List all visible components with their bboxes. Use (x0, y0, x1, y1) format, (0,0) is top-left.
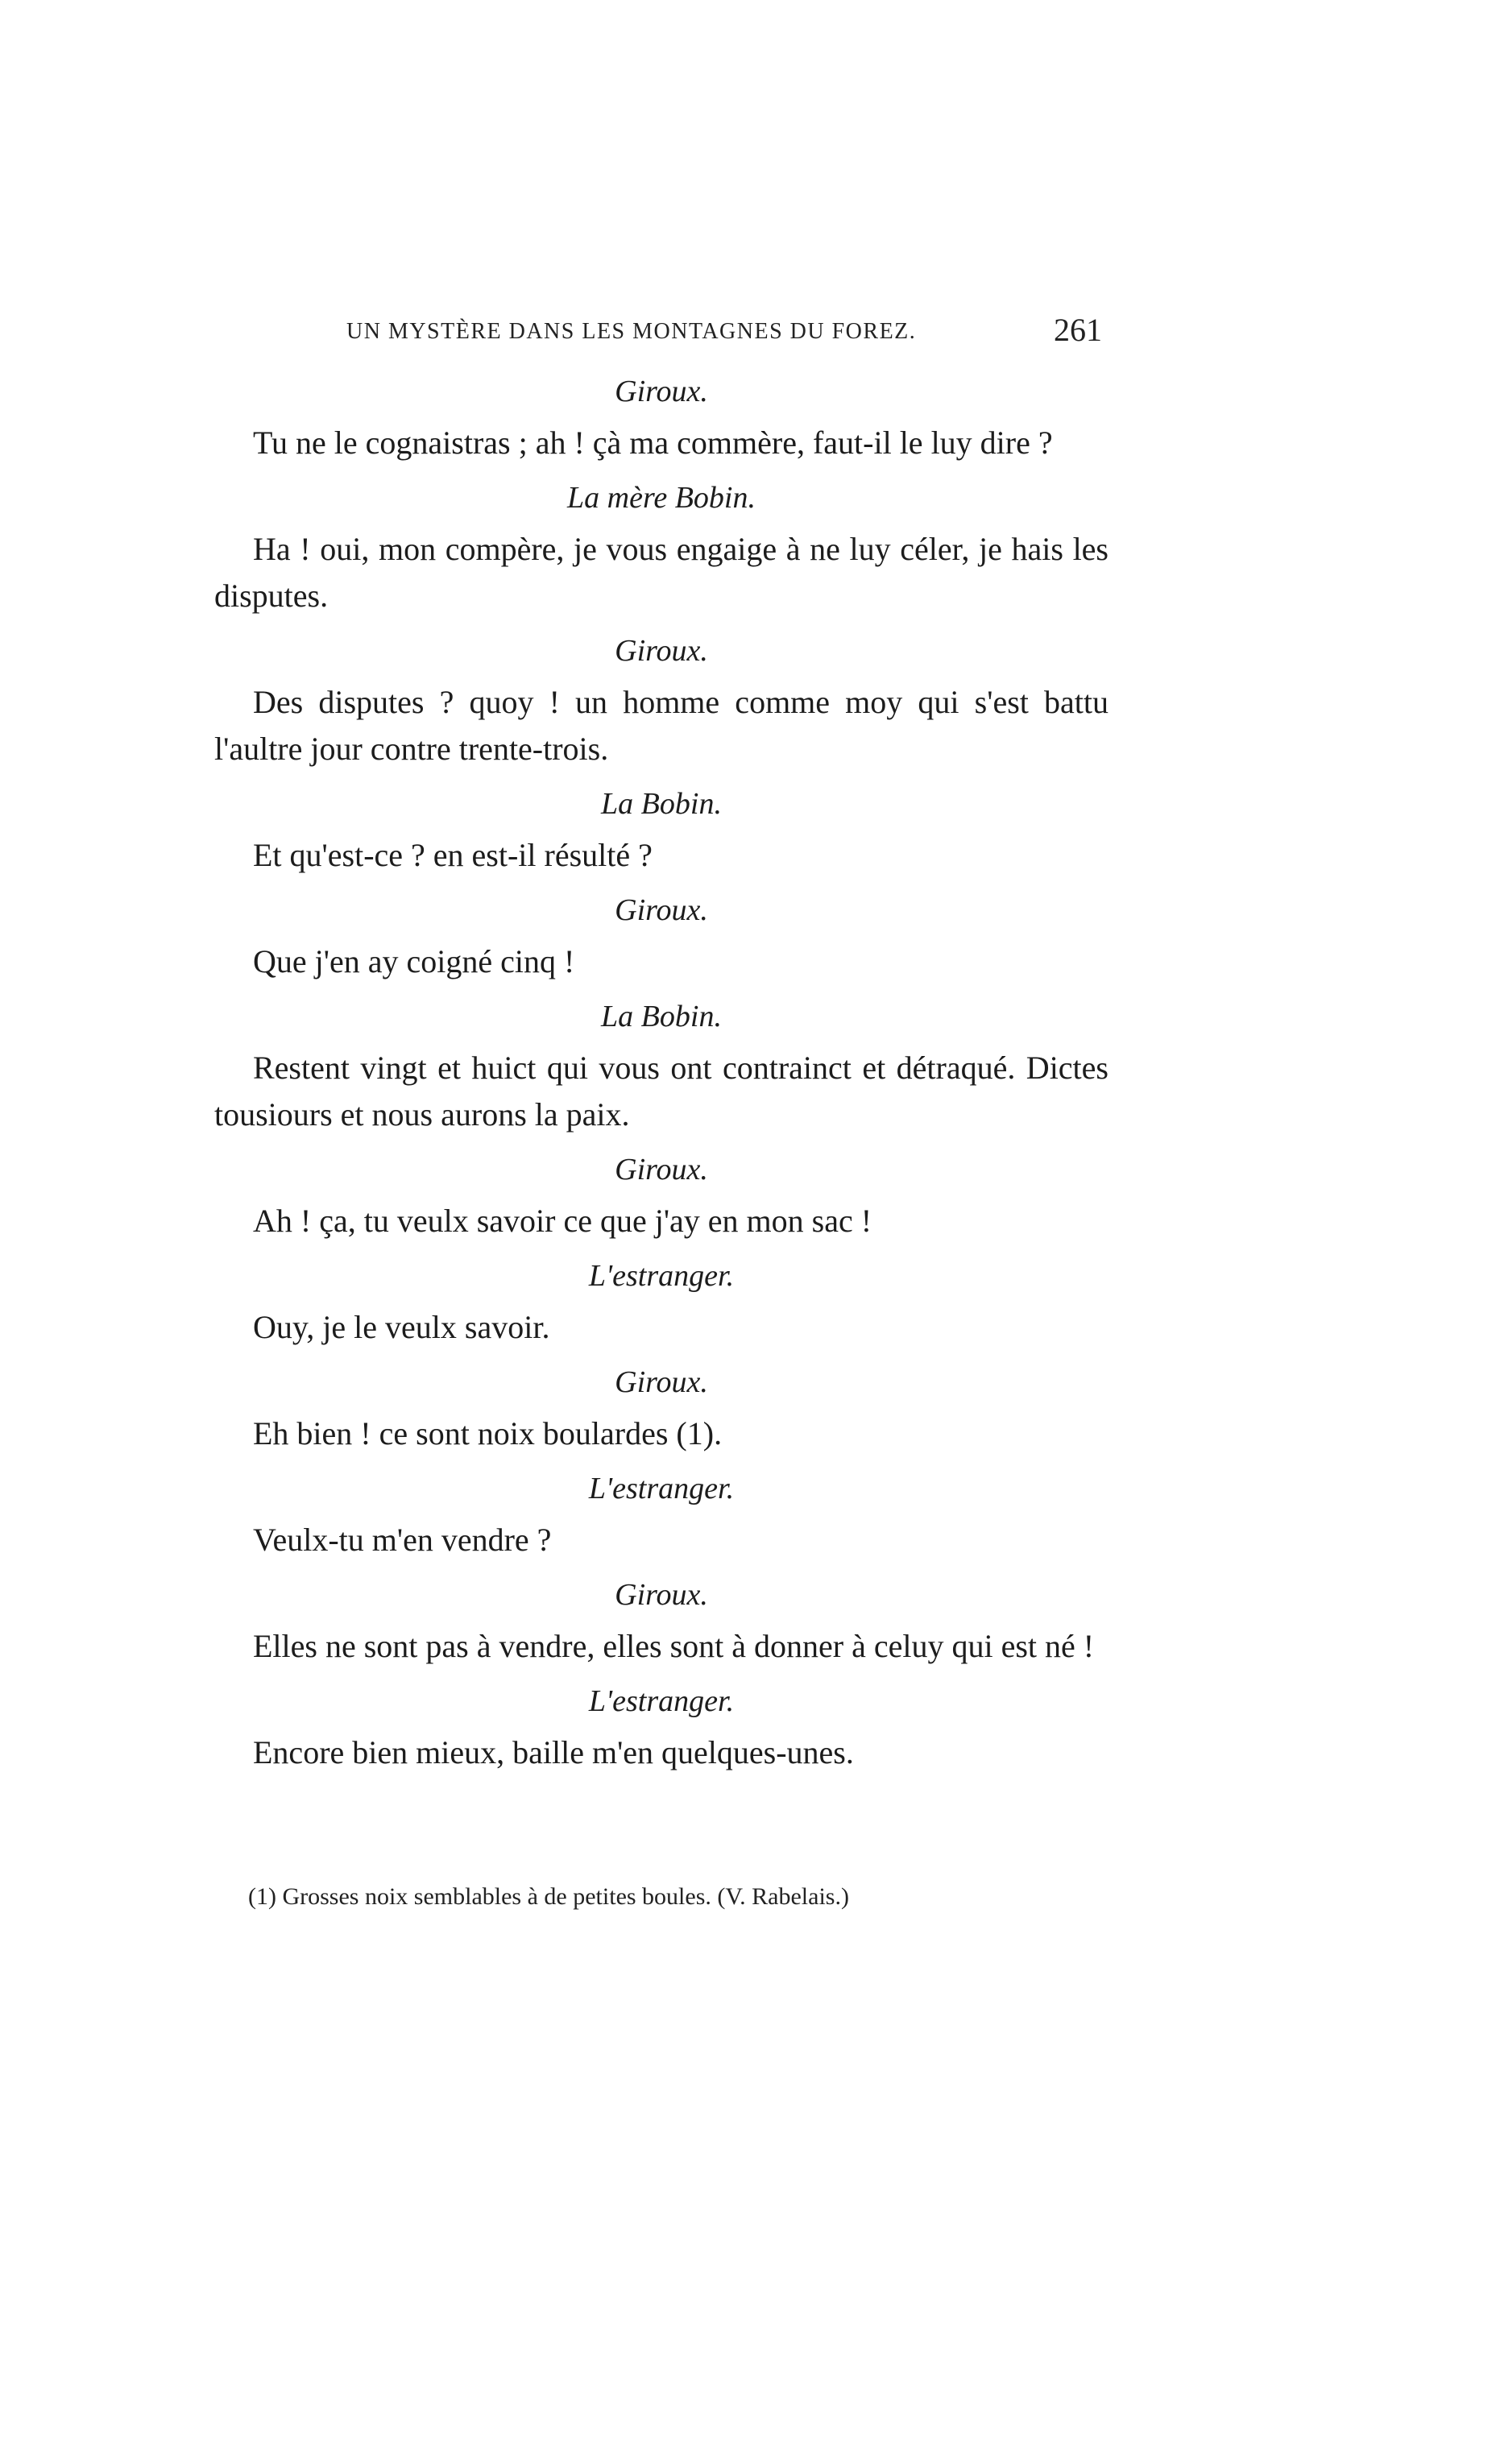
dialogue-line: Veulx-tu m'en vendre ? (253, 1522, 552, 1558)
dialogue-body (214, 366, 1109, 1783)
speaker-name: L'estranger. (588, 1259, 735, 1293)
footnote: (1) Grosses noix semblables à de petites boules. (V. Rabelais.) (248, 1883, 849, 1910)
speaker-name: La Bobin. (601, 1000, 722, 1033)
speaker-name: Giroux. (615, 375, 708, 408)
dialogue-line: Et qu'est-ce ? en est-il résulté ? (253, 837, 653, 873)
speaker-name: L'estranger. (588, 1472, 735, 1505)
dialogue-line: Ha ! oui, mon compère, je vous engaige à ne luy céler, je hais les disputes. (214, 531, 1109, 614)
running-title: UN MYSTÈRE DANS LES MONTAGNES DU FOREZ. (346, 319, 917, 344)
speaker-name: La mère Bobin. (567, 481, 756, 515)
speaker-name: Giroux. (615, 1578, 708, 1612)
dialogue-line: Encore bien mieux, baille m'en quelques-unes. (253, 1734, 854, 1770)
speaker-name: L'estranger. (588, 1684, 735, 1718)
dialogue-line: Elles ne sont pas à vendre, elles sont à donner à celuy qui est né ! (253, 1628, 1095, 1664)
dialogue-line: Des disputes ? quoy ! un homme comme moy qui s'est battu l'aultre jour contre trente-trois. (214, 684, 1109, 767)
speaker-name: Giroux. (615, 1365, 708, 1399)
dialogue-line: Que j'en ay coigné cinq ! (253, 943, 575, 979)
running-head (346, 311, 1102, 351)
page-number: 261 (1054, 312, 1102, 348)
speaker-name: La Bobin. (601, 787, 722, 821)
dialogue-line: Eh bien ! ce sont noix boulardes (1). (253, 1415, 723, 1451)
dialogue-line: Tu ne le cognaistras ; ah ! çà ma commère, faut-il le luy dire ? (253, 424, 1053, 461)
dialogue-line: Restent vingt et huict qui vous ont contrainct et détraqué. Dictes tousiours et nous aurons la paix. (214, 1050, 1109, 1133)
dialogue-line: Ah ! ça, tu veulx savoir ce que j'ay en mon sac ! (253, 1203, 872, 1239)
speaker-name: Giroux. (615, 1153, 708, 1186)
speaker-name: Giroux. (615, 634, 708, 668)
speaker-name: Giroux. (615, 893, 708, 927)
dialogue-line: Ouy, je le veulx savoir. (253, 1309, 550, 1345)
